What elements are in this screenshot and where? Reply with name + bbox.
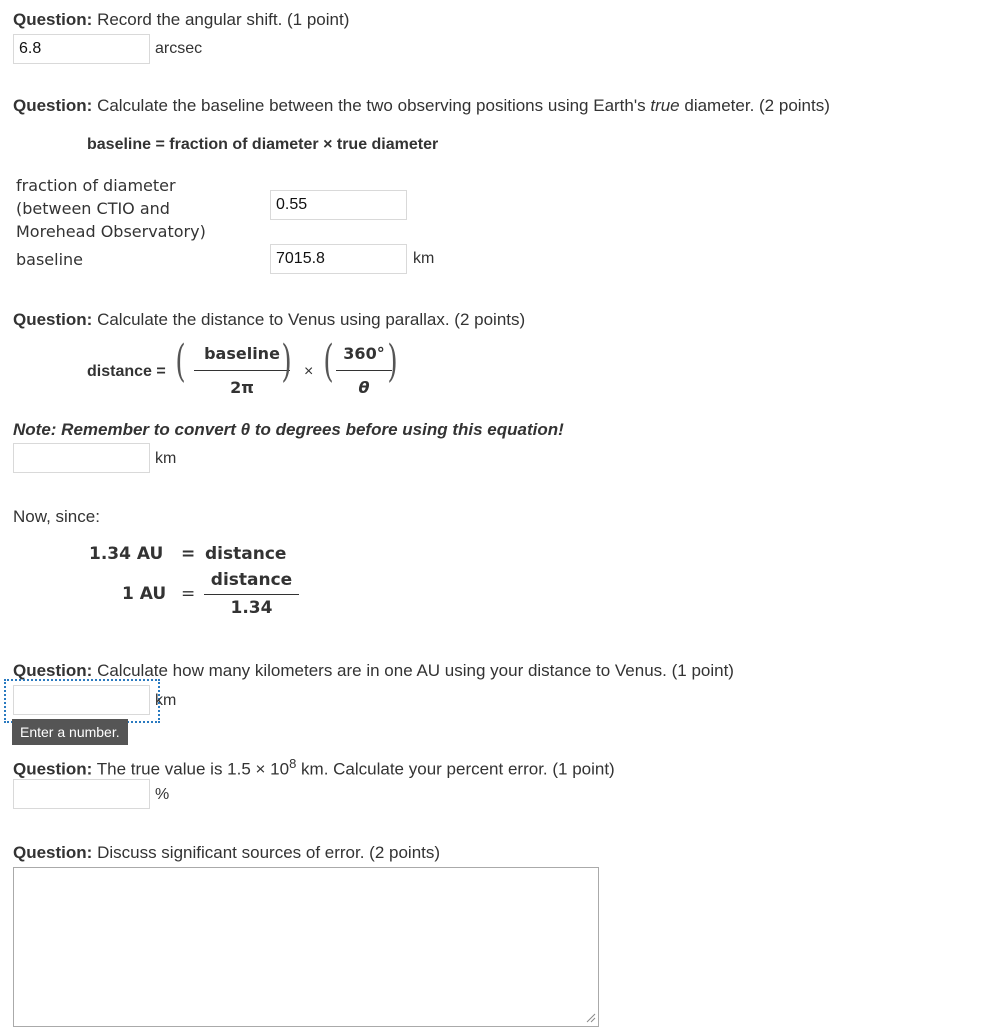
frac2-denominator: θ xyxy=(358,378,370,397)
note-text-end: to degrees before using this equation! xyxy=(254,420,564,439)
angular-shift-unit: arcsec xyxy=(155,40,203,57)
angular-shift-input[interactable]: 6.8 xyxy=(13,34,150,64)
question-text: Record the angular shift. (1 point) xyxy=(97,10,350,29)
question-label: Question: xyxy=(13,661,93,680)
eq2-equals: = xyxy=(181,584,196,604)
q3-prompt xyxy=(13,310,525,330)
q1-prompt xyxy=(13,10,349,30)
q6-prompt xyxy=(13,843,440,863)
eq2-denominator: 1.34 xyxy=(230,598,273,618)
question-text: Discuss significant sources of error. (2 points) xyxy=(97,843,441,862)
venus-distance-input[interactable] xyxy=(13,443,150,473)
error-sources-textarea[interactable] xyxy=(13,867,599,1027)
percent-error-input[interactable] xyxy=(13,779,150,809)
question-text: Calculate the baseline between the two observing positions using Earth's xyxy=(97,96,646,115)
frac2-line xyxy=(336,370,392,371)
degrees-note xyxy=(13,420,564,440)
baseline-input[interactable]: 7015.8 xyxy=(270,244,407,274)
now-since-text: Now, since: xyxy=(13,507,100,526)
question-label: Question: xyxy=(13,843,93,862)
question-text-italic: true xyxy=(650,96,680,115)
question-text-end: diameter. (2 points) xyxy=(684,96,830,115)
eq1-rhs: distance xyxy=(205,544,287,564)
question-text: The true value is 1.5 × 10 xyxy=(96,759,290,779)
close-paren: ) xyxy=(387,336,398,387)
venus-distance-unit: km xyxy=(155,450,177,467)
baseline-label: baseline xyxy=(16,250,84,269)
open-paren: ( xyxy=(323,336,334,387)
frac1-denominator: 2π xyxy=(230,378,254,397)
baseline-formula: baseline = fraction of diameter × true diameter xyxy=(87,136,439,153)
question-text: Calculate how many kilometers are in one AU using your distance to Venus. (1 point) xyxy=(97,661,734,680)
question-label: Question: xyxy=(13,96,93,115)
close-paren: ) xyxy=(281,336,292,387)
question-label: Question: xyxy=(13,310,93,329)
note-theta: θ xyxy=(240,420,251,439)
resize-grip-icon[interactable] xyxy=(586,1013,596,1023)
note-text: Note: Remember to convert xyxy=(13,420,236,439)
km-per-au-input[interactable] xyxy=(13,685,150,715)
frac1-numerator: baseline xyxy=(204,344,280,363)
q5-prompt xyxy=(13,756,615,780)
percent-error-unit: % xyxy=(155,786,170,803)
frac2-numerator: 360° xyxy=(343,344,385,363)
question-text: Calculate the distance to Venus using parallax. (2 points) xyxy=(97,310,526,329)
fraction-of-diameter-input[interactable]: 0.55 xyxy=(270,190,407,220)
frac1-line xyxy=(194,370,290,371)
eq2-numerator: distance xyxy=(210,570,293,590)
label-line: (between CTIO and xyxy=(16,199,170,218)
eq2-fraction-line xyxy=(204,594,299,595)
formula-lhs: distance = xyxy=(87,363,166,380)
km-per-au-unit: km xyxy=(155,692,177,709)
question-text-end: km. Calculate your percent error. (1 point) xyxy=(296,759,615,779)
label-line: fraction of diameter xyxy=(16,176,176,195)
eq1-lhs: 1.34 AU xyxy=(89,544,164,564)
question-label: Question: xyxy=(13,10,93,29)
eq1-equals: = xyxy=(181,544,196,564)
exponent: 8 xyxy=(289,756,297,771)
q4-prompt xyxy=(13,661,734,681)
open-paren: ( xyxy=(175,336,186,387)
baseline-unit: km xyxy=(413,250,435,267)
label-line: Morehead Observatory) xyxy=(16,222,206,241)
question-label: Question: xyxy=(13,759,93,779)
fraction-of-diameter-label xyxy=(16,174,206,243)
validation-tooltip: Enter a number. xyxy=(12,719,128,745)
times-sign: × xyxy=(304,363,314,380)
q2-prompt xyxy=(13,96,830,116)
eq2-lhs: 1 AU xyxy=(122,584,167,604)
